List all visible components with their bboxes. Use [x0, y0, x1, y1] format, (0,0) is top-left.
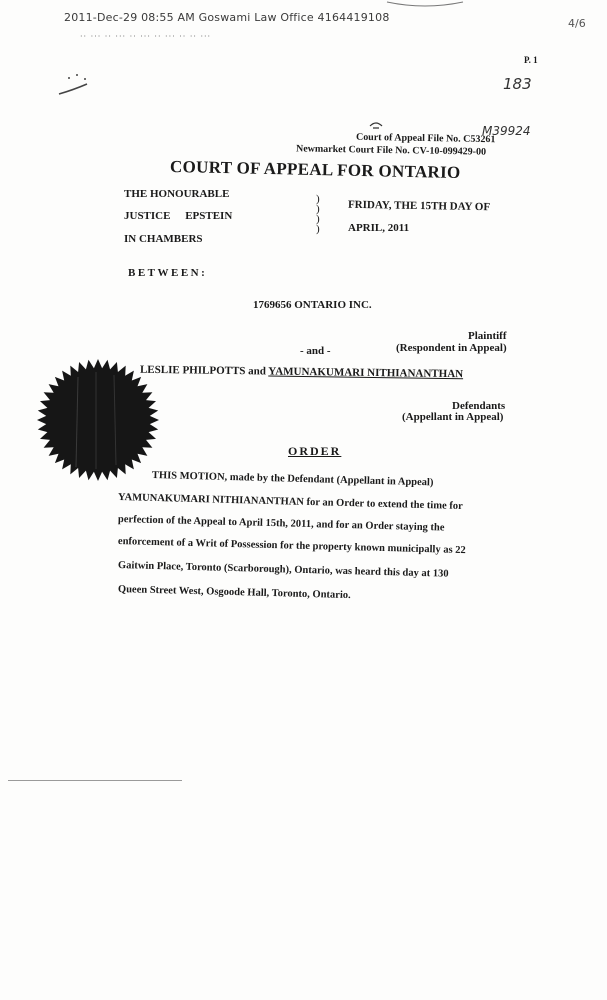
- defendants-line: [140, 364, 463, 381]
- defendant-appeal-role: (Appellant in Appeal): [402, 411, 504, 423]
- handwritten-reference: M39924: [482, 124, 531, 138]
- order-body-line-2: YAMUNAKUMARI NITHIANANTHAN for an Order to extend the time for: [117, 492, 463, 513]
- coram-line-3: IN CHAMBERS: [124, 233, 203, 245]
- page-number: P. 1: [524, 55, 538, 65]
- handwritten-scribble-mark: [55, 70, 95, 100]
- newmarket-file-number: Newmarket Court File No. CV-10-099429-00: [295, 143, 487, 158]
- footer-rule: [8, 780, 182, 781]
- coram-line-1: THE HONOURABLE: [124, 188, 230, 200]
- fax-page-count: 4/6: [568, 17, 586, 30]
- handwritten-number: 183: [503, 75, 532, 93]
- fax-header-timestamp: 2011-Dec-29 08:55 AM Goswami Law Office 4164419108: [64, 11, 390, 24]
- order-body-line-3: perfection of the Appeal to April 15th, 2011, and for an Order staying the: [117, 514, 445, 534]
- court-seal-icon: [36, 357, 160, 483]
- between-label: BETWEEN:: [128, 267, 208, 279]
- coram-line-2: JUSTICE EPSTEIN: [124, 210, 233, 222]
- plaintiff-role: Plaintiff: [468, 330, 507, 342]
- order-body-line-4: enforcement of a Writ of Possession for the property known municipally as 22: [117, 536, 466, 557]
- order-heading: ORDER: [288, 444, 342, 458]
- plaintiff-appeal-role: (Respondent in Appeal): [396, 342, 507, 354]
- garbled-scan-line: ·· ··· ·· ··· ·· ··· ·· ··· ·· ·· ···: [80, 32, 212, 41]
- defendant-philpotts: LESLIE PHILPOTTS and: [139, 363, 269, 378]
- hearing-date-line-2: APRIL, 2011: [348, 222, 410, 234]
- paren-bracket: ) ) ) ): [316, 193, 320, 235]
- defendant-nithiananthan: YAMUNAKUMARI NITHIANANTHAN: [268, 365, 464, 381]
- stamp-icon: [368, 118, 384, 132]
- appeal-file-number: Court of Appeal File No. C53261: [355, 131, 496, 146]
- and-separator: - and -: [300, 345, 331, 357]
- scan-edge-arc: [385, 0, 465, 10]
- hearing-date-line-1: FRIDAY, THE 15TH DAY OF: [347, 198, 491, 214]
- order-body-line-5: Gaitwin Place, Toronto (Scarborough), Ontario, was heard this day at 130: [117, 560, 449, 580]
- defendant-role: Defendants: [452, 400, 506, 412]
- order-body-line-6: Queen Street West, Osgoode Hall, Toronto, Ontario.: [117, 584, 351, 602]
- order-body-line-1: THIS MOTION, made by the Defendant (Appellant in Appeal): [151, 470, 434, 489]
- plaintiff-name: 1769656 ONTARIO INC.: [253, 299, 372, 311]
- court-title: COURT OF APPEAL FOR ONTARIO: [169, 156, 461, 183]
